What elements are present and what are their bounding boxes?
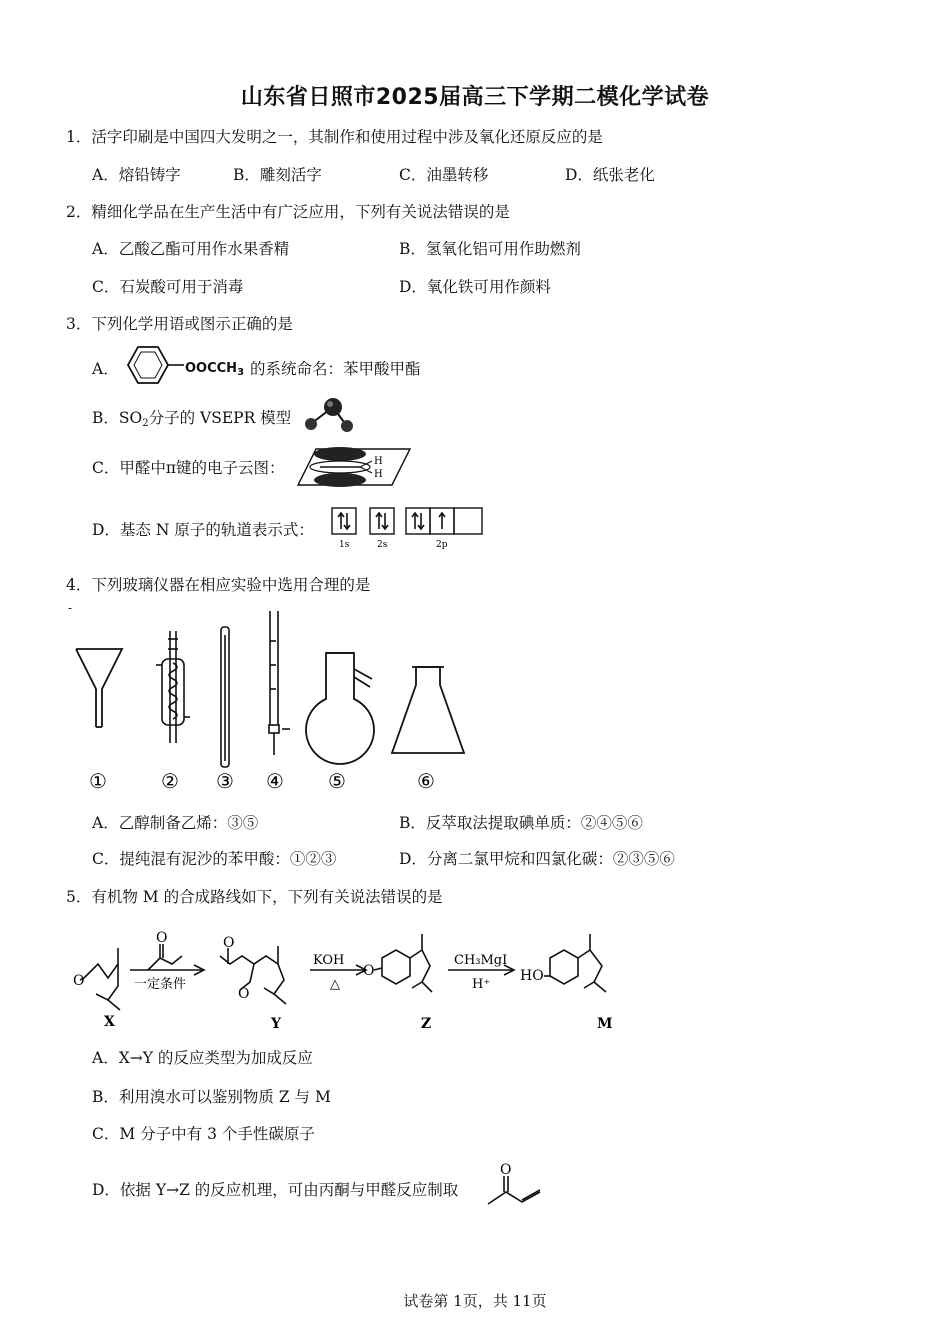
formaldehyde-pi-bond-diagram <box>298 441 413 493</box>
nitrogen-orbital-diagram <box>330 505 485 553</box>
q2-option-d: D．氧化铁可用作颜料 <box>399 278 551 296</box>
orbital-label-1s: 1s <box>339 540 350 550</box>
orbital-box-2s <box>370 508 394 534</box>
q1-option-a: A．熔铅铸字 <box>92 166 181 184</box>
scheme-condition-2-top: KOH <box>313 953 345 968</box>
apparatus-label-1: ① <box>89 769 107 793</box>
scheme-oxygen-z: O <box>363 963 375 979</box>
scheme-oxygen-y1: O <box>223 935 235 951</box>
orbital-box-1s <box>332 508 356 534</box>
orbital-label-2p: 2p <box>436 540 448 550</box>
scheme-oxygen-x: O <box>73 973 85 989</box>
question-5-stem: 5．有机物 M 的合成路线如下，下列有关说法错误的是 <box>66 888 443 906</box>
synthesis-scheme <box>70 920 670 1035</box>
page-title: 山东省日照市2025届高三下学期二模化学试卷 <box>240 85 710 110</box>
question-1-stem: 1．活字印刷是中国四大发明之一，其制作和使用过程中涉及氧化还原反应的是 <box>66 128 603 146</box>
scheme-ho-m: HO <box>520 968 544 984</box>
q4-option-c: C．提纯混有泥沙的苯甲酸：①②③ <box>92 850 337 868</box>
page-footer: 试卷第 1页，共 11页 <box>403 1292 547 1310</box>
conical-flask-apparatus <box>392 667 464 753</box>
condenser-apparatus <box>156 631 190 743</box>
q5-option-a: A．X→Y 的反应类型为加成反应 <box>92 1049 313 1067</box>
q2-option-c: C．石炭酸可用于消毒 <box>92 278 244 296</box>
glassware-figure <box>70 605 470 800</box>
orbital-label-2s: 2s <box>377 540 388 550</box>
apparatus-label-4: ④ <box>266 769 284 793</box>
scheme-label-m: M <box>597 1016 613 1032</box>
question-2-stem: 2．精细化学品在生产生活中有广泛应用，下列有关说法错误的是 <box>66 203 510 221</box>
scheme-condition-2-bottom: △ <box>330 977 340 992</box>
q4-stray-dash: - <box>68 601 73 615</box>
scheme-label-z: Z <box>421 1016 432 1032</box>
q3-option-c-text: C．甲醛中π键的电子云图： <box>92 459 285 477</box>
distilling-flask-apparatus <box>306 653 374 764</box>
q5-option-d: D．依据 Y→Z 的反应机理，可由丙酮与甲醛反应制取 <box>92 1181 459 1199</box>
q5-option-c: C．M 分子中有 3 个手性碳原子 <box>92 1125 315 1143</box>
q1-option-c: C．油墨转移 <box>399 166 489 184</box>
apparatus-label-3: ③ <box>216 769 234 793</box>
scheme-oxygen-y2: O <box>238 986 250 1002</box>
scheme-label-x: X <box>104 1014 115 1030</box>
question-3-stem: 3．下列化学用语或图示正确的是 <box>66 315 293 333</box>
thermometer-apparatus <box>221 627 229 767</box>
pi-diagram-h-top: H <box>374 456 383 467</box>
butenone-structure <box>486 1160 546 1210</box>
butenone-oxygen: O <box>500 1162 512 1178</box>
apparatus-label-2: ② <box>161 769 179 793</box>
q2-option-b: B．氢氧化铝可用作助燃剂 <box>399 240 581 258</box>
q2-option-a: A．乙酸乙酯可用作水果香精 <box>92 240 290 258</box>
scheme-condition-3-top: CH₃MgI <box>454 953 508 968</box>
apparatus-label-6: ⑥ <box>417 769 435 793</box>
question-4-stem: 4．下列玻璃仪器在相应实验中选用合理的是 <box>66 576 371 594</box>
q3-option-a-prefix: A． <box>92 360 119 378</box>
burette-apparatus <box>269 611 290 755</box>
q5-option-b: B．利用溴水可以鉴别物质 Z 与 M <box>92 1088 331 1106</box>
orbital-box-2p-1 <box>406 508 430 534</box>
q3-option-b-text: B．$SO_2$分子的 VSEPR 模型 <box>92 409 292 429</box>
q4-option-d: D．分离二氯甲烷和四氯化碳：②③⑤⑥ <box>399 850 675 868</box>
q1-option-d: D．纸张老化 <box>565 166 655 184</box>
q4-option-a: A．乙醇制备乙烯：③⑤ <box>92 814 259 832</box>
pi-diagram-h-bottom: H <box>374 469 383 480</box>
orbital-box-2p-3 <box>454 508 482 534</box>
q3-option-a-text: 的系统命名：苯甲酸甲酯 <box>250 360 421 378</box>
q3-option-d-text: D．基态 N 原子的轨道表示式： <box>92 521 314 539</box>
q1-option-b: B．雕刻活字 <box>233 166 322 184</box>
scheme-oxygen-reagent: O <box>156 930 168 946</box>
scheme-label-y: Y <box>271 1016 281 1032</box>
scheme-condition-1: 一定条件 <box>134 977 187 992</box>
q4-option-b: B．反萃取法提取碘单质：②④⑤⑥ <box>399 814 643 832</box>
so2-vsepr-model <box>300 395 356 437</box>
q3-option-a-formula: $OOCCH_3$ <box>185 361 245 378</box>
scheme-condition-3-bottom: H⁺ <box>472 977 491 992</box>
apparatus-label-5: ⑤ <box>328 769 346 793</box>
funnel-apparatus <box>76 649 122 727</box>
